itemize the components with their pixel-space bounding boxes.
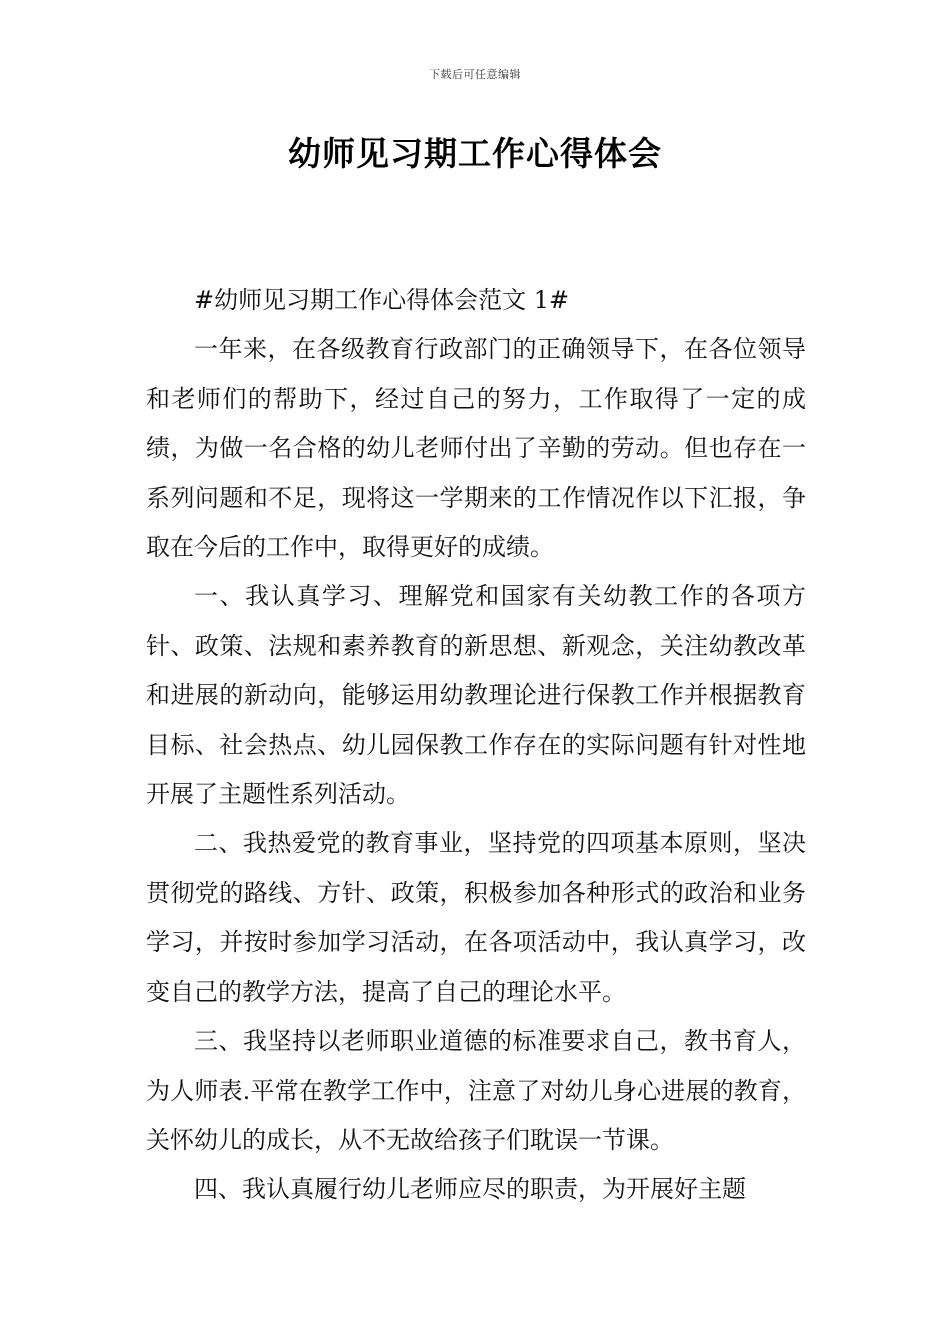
paragraph-point-4: 四、我认真履行幼儿老师应尽的职责，为开展好主题 [194, 1175, 746, 1204]
paragraph-point-2: 二、我热爱党的教育事业，坚持党的四项基本原则，坚决贯彻党的路线、方针、政策，积极参加各种形式的政治和业务学习，并按时参加学习活动，在各项活动中，我认真学习，改变自己的教学方法，提高了自己的理论水平。 [146, 829, 806, 1006]
document-title: 幼师见习期工作心得体会 [288, 134, 662, 173]
paragraph-point-1: 一、我认真学习、理解党和国家有关幼教工作的各项方针、政策、法规和素养教育的新思想、新观念，关注幼教改革和进展的新动向，能够运用幼教理论进行保教工作并根据教育目标、社会热点、幼儿园保教工作存在的实际问题有针对性地开展了主题性系列活动。 [146, 582, 806, 809]
page-header-note: 下载后可任意编辑 [429, 68, 521, 81]
document-body [146, 276, 806, 1215]
paragraph-intro: 一年来，在各级教育行政部门的正确领导下，在各位领导和老师们的帮助下，经过自己的努力，工作取得了一定的成绩，为做一名合格的幼儿老师付出了辛勤的劳动。但也存在一系列问题和不足，现将这一学期来的工作情况作以下汇报，争取在今后的工作中，取得更好的成绩。 [146, 335, 806, 562]
paragraph-point-3: 三、我坚持以老师职业道德的标准要求自己，教书育人，为人师表.平常在教学工作中，注意了对幼儿身心进展的教育，关怀幼儿的成长，从不无故给孩子们耽误一节课。 [146, 1027, 806, 1154]
section-heading: #幼师见习期工作心得体会范文 1# [194, 286, 570, 314]
